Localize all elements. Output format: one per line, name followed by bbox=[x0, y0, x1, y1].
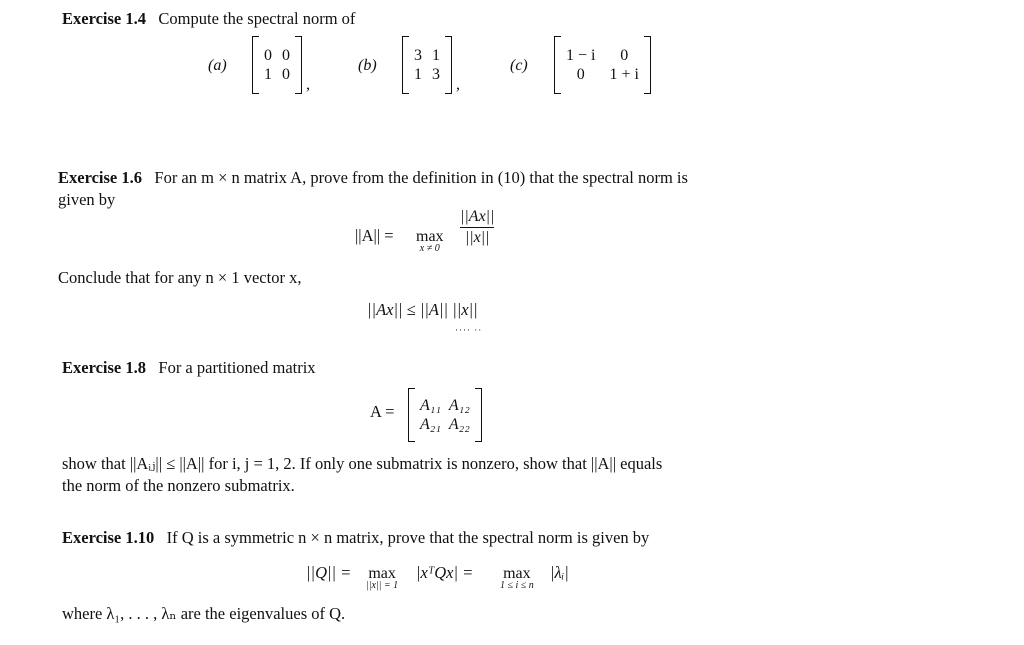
part-a-label: (a) bbox=[208, 57, 227, 74]
norm-fraction bbox=[460, 208, 494, 247]
max-text: max bbox=[416, 228, 444, 245]
exercise-1-4 bbox=[62, 9, 355, 29]
exercise-text-cont: given by bbox=[58, 190, 116, 209]
exercise-label: Exercise 1.6 bbox=[58, 168, 143, 187]
quadratic-form: |xᵀQx| = bbox=[416, 563, 474, 582]
exercise-1-10 bbox=[62, 528, 649, 548]
scan-dots: ···· ·· bbox=[455, 325, 483, 335]
max-operator-2 bbox=[500, 566, 534, 591]
exercise-label: Exercise 1.4 bbox=[62, 9, 147, 28]
partitioned-matrix bbox=[408, 388, 482, 442]
exercise-text-show-cont: the norm of the nonzero submatrix. bbox=[62, 476, 295, 495]
max-subscript: x ≠ 0 bbox=[419, 243, 440, 254]
exercise-text-show: show that ||Aᵢⱼ|| ≤ ||A|| for i, j = 1, 2. If only one submatrix is nonzero, show that ||A|| equals bbox=[62, 454, 663, 473]
exercise-text: If Q is a symmetric n × n matrix, prove that the spectral norm is given by bbox=[166, 528, 650, 547]
matrix-cell: A₁₁ bbox=[420, 397, 441, 414]
max-text: max bbox=[503, 565, 531, 582]
exercise-text: Compute the spectral norm of bbox=[158, 9, 356, 28]
partition-lhs: A = bbox=[370, 402, 395, 421]
matrix-cell: 0 bbox=[264, 47, 272, 64]
matrix-cell: A₁₂ bbox=[448, 397, 470, 414]
matrix-cell: A₂₁ bbox=[420, 416, 441, 433]
matrix-cell: 0 bbox=[620, 47, 629, 64]
fraction-denominator: ||x|| bbox=[464, 229, 490, 246]
exercise-text: For a partitioned matrix bbox=[158, 358, 316, 377]
max-text: max bbox=[368, 565, 396, 582]
exercise-1-8 bbox=[62, 358, 316, 378]
max-subscript: ||x|| = 1 bbox=[366, 580, 399, 591]
max-subscript: 1 ≤ i ≤ n bbox=[500, 580, 534, 591]
part-c-label: (c) bbox=[510, 57, 528, 74]
exercise-label: Exercise 1.8 bbox=[62, 358, 147, 377]
part-b-label: (b) bbox=[358, 57, 377, 74]
norm-lhs: ||A|| = bbox=[355, 226, 394, 245]
matrix-cell: 1 − i bbox=[566, 47, 596, 64]
matrix-cell: 1 + i bbox=[609, 66, 639, 83]
matrix-a: 0 0 1 0 , bbox=[252, 36, 310, 94]
exercise-label: Exercise 1.10 bbox=[62, 528, 155, 547]
matrix-c bbox=[554, 36, 651, 94]
exercise-text-where: where λ₁, . . . , λₙ are the eigenvalues of Q. bbox=[62, 604, 346, 623]
matrix-cell: 1 bbox=[414, 66, 422, 83]
matrix-cell: 3 bbox=[432, 66, 440, 83]
matrix-cell: 1 bbox=[432, 47, 440, 64]
fraction-numerator: ||Ax|| bbox=[460, 208, 495, 225]
matrix-b: 3 1 1 3 , bbox=[402, 36, 460, 94]
matrix-cell: 0 bbox=[576, 66, 585, 83]
norm-inequality: ||Ax|| ≤ ||A|| ||x|| bbox=[367, 300, 478, 319]
sym-norm-lhs: ||Q|| = bbox=[306, 563, 352, 582]
exercise-text: For an m × n matrix A, prove from the definition in (10) that the spectral norm is bbox=[154, 168, 688, 187]
matrix-cell: A₂₂ bbox=[448, 416, 470, 433]
max-operator-1 bbox=[366, 566, 398, 591]
matrix-cell: 1 bbox=[264, 66, 272, 83]
exercise-text-conclude: Conclude that for any n × 1 vector x, bbox=[58, 268, 302, 287]
matrix-cell: 0 bbox=[282, 47, 290, 64]
max-operator bbox=[416, 229, 444, 254]
eigenvalue-abs: |λᵢ| bbox=[550, 563, 569, 582]
matrix-cell: 0 bbox=[282, 66, 290, 83]
matrix-cell: 3 bbox=[414, 47, 422, 64]
exercise-1-6 bbox=[58, 168, 688, 188]
